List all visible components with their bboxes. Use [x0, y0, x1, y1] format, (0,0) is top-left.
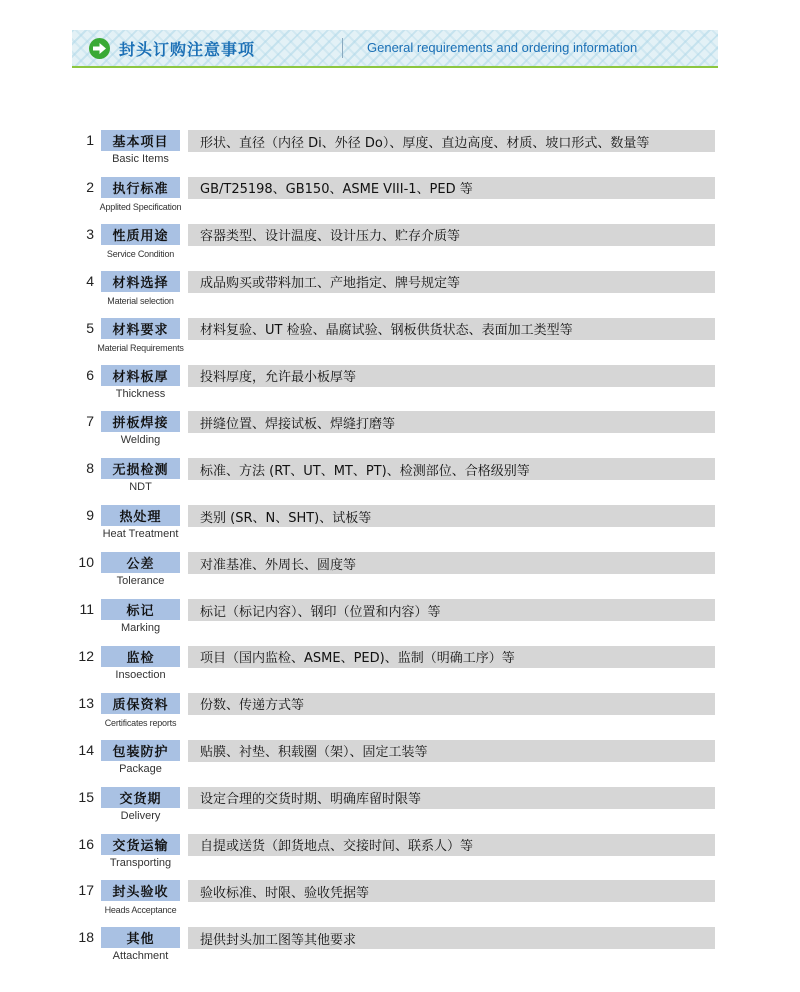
item-label-cn: 材料要求 — [101, 318, 180, 339]
item-label-en: Delivery — [120, 809, 161, 822]
item-label-en: Tolerance — [116, 575, 165, 588]
list-item — [0, 599, 800, 646]
list-item — [0, 130, 800, 177]
item-label-cn: 交货期 — [101, 787, 180, 808]
list-item — [0, 880, 800, 927]
item-number: 6 — [86, 366, 94, 383]
item-label-en: Material Requirements — [97, 342, 184, 353]
item-number: 13 — [78, 694, 94, 711]
list-item — [0, 787, 800, 834]
item-description: 材料复验、UT 检验、晶腐试验、钢板供货状态、表面加工类型等 — [188, 318, 715, 340]
item-description: 自提或送货（卸货地点、交接时间、联系人）等 — [188, 834, 715, 856]
item-label-en: Heads Acceptance — [104, 905, 177, 916]
item-description: 份数、传递方式等 — [188, 693, 715, 715]
item-label-en: Material selection — [107, 295, 174, 306]
section-header — [72, 30, 718, 68]
item-label-en: Service Condition — [106, 248, 175, 259]
list-item — [0, 458, 800, 505]
item-description: 验收标准、时限、验收凭据等 — [188, 880, 715, 902]
item-label-cn: 基本项目 — [101, 130, 180, 151]
item-number: 12 — [78, 647, 94, 664]
list-item — [0, 318, 800, 365]
list-item — [0, 271, 800, 318]
item-label-en: Transporting — [109, 856, 172, 869]
item-description: 成品购买或带料加工、产地指定、牌号规定等 — [188, 271, 715, 293]
item-number: 14 — [78, 741, 94, 758]
item-description: 投料厚度，允许最小板厚等 — [188, 365, 715, 387]
item-label-cn: 其他 — [101, 927, 180, 948]
list-item — [0, 224, 800, 271]
item-description: 类别 (SR、N、SHT)、试板等 — [188, 505, 715, 527]
item-description: 拼缝位置、焊接试板、焊缝打磨等 — [188, 411, 715, 433]
item-number: 17 — [78, 882, 94, 899]
list-item — [0, 505, 800, 552]
list-item — [0, 834, 800, 881]
item-label-en: Package — [119, 762, 162, 775]
item-description: 贴膜、衬垫、积载圈（架）、固定工装等 — [188, 740, 715, 762]
list-item — [0, 927, 800, 974]
item-label-cn: 质保资料 — [101, 693, 180, 714]
item-label-cn: 标记 — [101, 599, 180, 620]
item-label-en: Applited Specification — [99, 201, 182, 212]
item-label-en: Basic Items — [112, 153, 169, 165]
item-label-cn: 交货运输 — [101, 834, 180, 855]
item-label-en: Marking — [120, 622, 161, 634]
item-label-cn: 材料板厚 — [101, 365, 180, 386]
item-label-cn: 公差 — [101, 552, 180, 573]
list-item — [0, 740, 800, 787]
item-number: 11 — [79, 601, 94, 617]
item-label-cn: 执行标准 — [101, 177, 180, 198]
arrow-right-icon — [89, 38, 110, 59]
item-label-en: Thickness — [115, 387, 166, 400]
item-label-cn: 监检 — [101, 646, 180, 667]
item-description: 提供封头加工图等其他要求 — [188, 927, 715, 949]
item-description: 项目（国内监检、ASME、PED)、监制（明确工序）等 — [188, 646, 715, 668]
item-number: 9 — [86, 507, 94, 524]
item-description: GB/T25198、GB150、ASME VIII-1、PED 等 — [188, 177, 715, 199]
list-item — [0, 365, 800, 412]
item-number: 5 — [86, 319, 94, 336]
item-number: 16 — [78, 835, 94, 852]
list-item — [0, 411, 800, 458]
item-label-cn: 材料选择 — [101, 271, 180, 292]
item-number: 3 — [86, 225, 94, 242]
item-label-en: Certificates reports — [104, 717, 177, 728]
item-description: 形状、直径（内径 Di、外径 Do）、厚度、直边高度、材质、坡口形式、数量等 — [188, 130, 715, 152]
item-number: 2 — [86, 178, 94, 195]
item-label-cn: 拼板焊接 — [101, 411, 180, 432]
list-item — [0, 552, 800, 599]
item-number: 18 — [78, 929, 94, 946]
header-title-en: General requirements and ordering information — [367, 40, 638, 55]
item-label-cn: 封头验收 — [101, 880, 180, 901]
item-label-en: Attachment — [112, 950, 169, 963]
item-number: 1 — [86, 132, 94, 148]
item-description: 对准基准、外周长、圆度等 — [188, 552, 715, 574]
item-label-en: NDT — [129, 481, 152, 494]
item-number: 15 — [78, 788, 94, 805]
item-number: 4 — [86, 272, 94, 289]
list-item — [0, 177, 800, 224]
item-number: 7 — [86, 413, 94, 430]
item-label-en: Heat Treatment — [102, 528, 179, 541]
item-label-cn: 性质用途 — [101, 224, 180, 245]
item-description: 标准、方法 (RT、UT、MT、PT)、检测部位、合格级别等 — [188, 458, 715, 480]
header-title-cn: 封头订购注意事项 — [119, 40, 256, 59]
item-label-cn: 热处理 — [101, 505, 180, 526]
item-label-cn: 包装防护 — [101, 740, 180, 761]
item-label-cn: 无损检测 — [101, 458, 180, 479]
item-description: 容器类型、设计温度、设计压力、贮存介质等 — [188, 224, 715, 246]
item-description: 标记（标记内容）、钢印（位置和内容）等 — [188, 599, 715, 621]
item-number: 8 — [86, 460, 94, 477]
item-label-en: Welding — [120, 434, 161, 447]
list-item — [0, 693, 800, 740]
item-label-en: Insoection — [115, 668, 166, 681]
list-item — [0, 646, 800, 693]
header-divider — [342, 38, 343, 58]
item-description: 设定合理的交货时期、明确库留时限等 — [188, 787, 715, 809]
item-number: 10 — [78, 554, 94, 571]
